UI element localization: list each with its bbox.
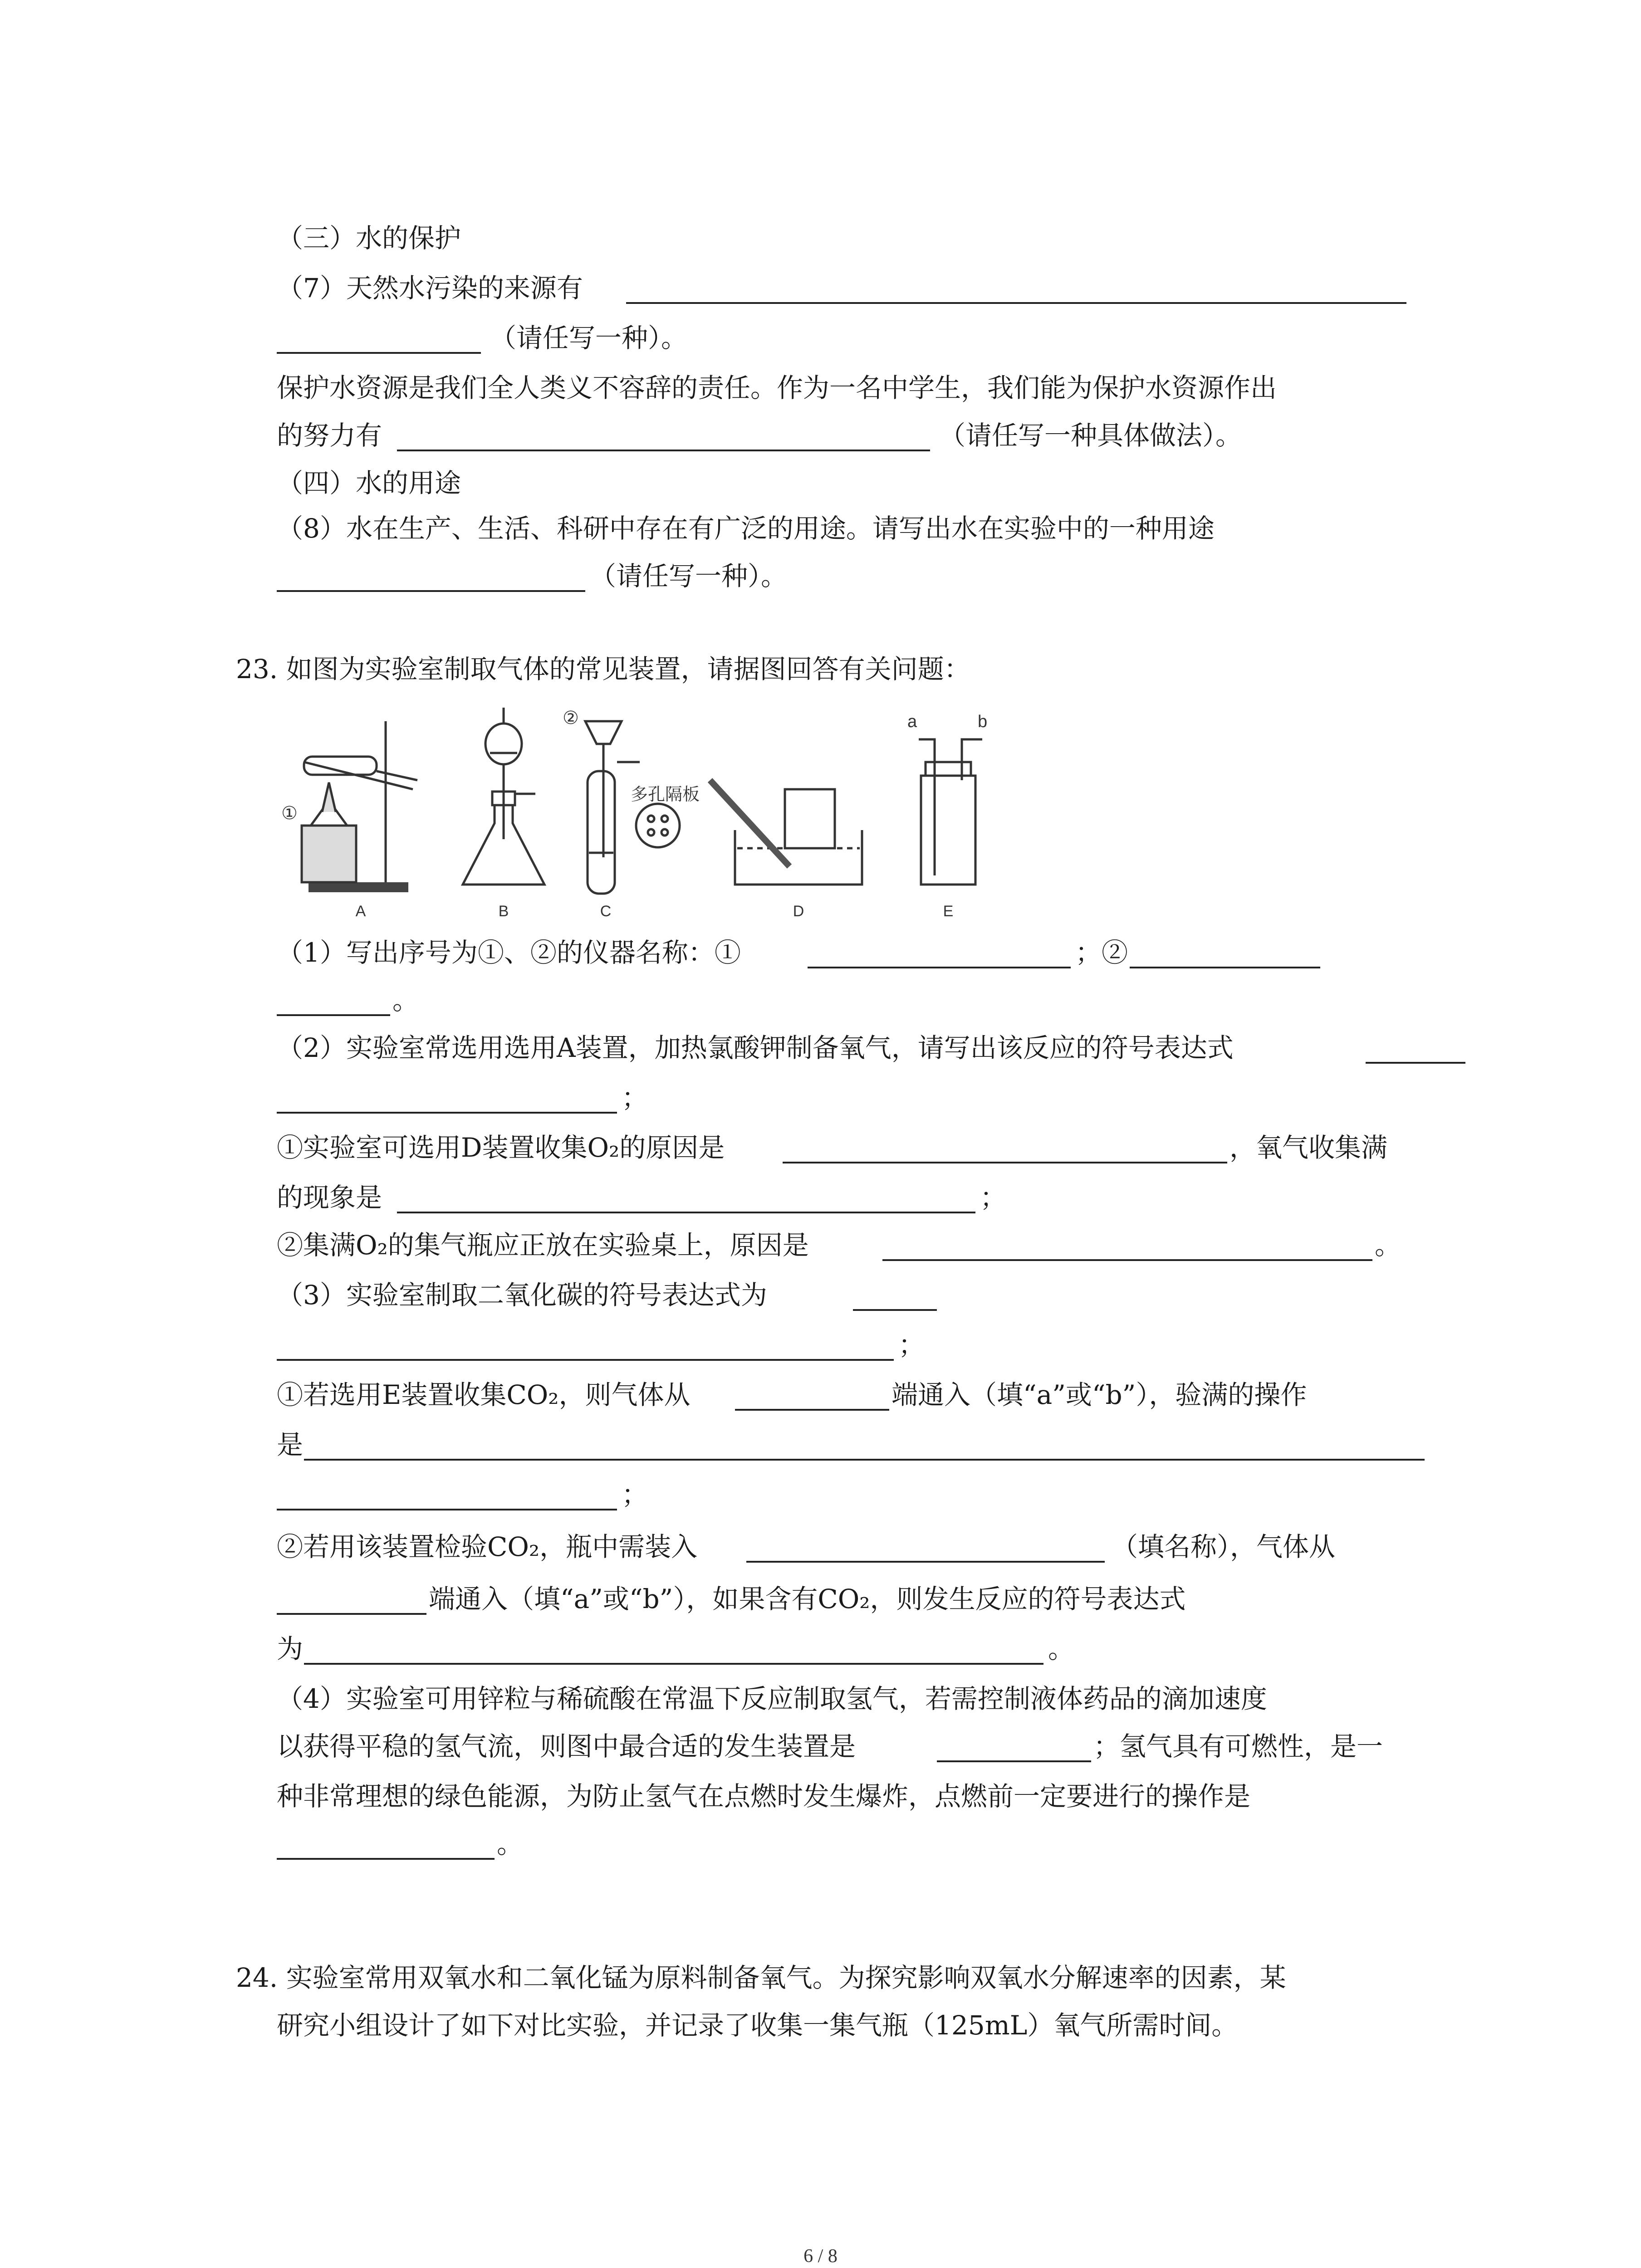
apparatus-label-e: E [943, 903, 954, 920]
answer-blank[interactable] [783, 1162, 1227, 1163]
q23-stem: 23. 如图为实验室制取气体的常见装置，请据图回答有关问题： [236, 654, 970, 684]
apparatus-drawing [268, 703, 1039, 930]
apparatus-label-a: A [355, 903, 366, 920]
port-b-label: b [978, 712, 988, 731]
answer-blank[interactable] [277, 1858, 495, 1860]
marker-2: ② [563, 708, 579, 728]
answer-blank[interactable] [304, 1459, 1425, 1461]
answer-blank[interactable] [808, 967, 1071, 968]
q23-part4-line2: 以获得平稳的氢气流，则图中最合适的发生装置是 ；氢气具有可燃性，是一 [277, 1731, 1383, 1762]
q23-part3-sub2-line3: 为 。 [277, 1633, 1075, 1664]
answer-blank[interactable] [277, 1509, 617, 1510]
apparatus-label-b: B [498, 903, 509, 920]
apparatus-b [463, 708, 544, 885]
answer-blank[interactable] [277, 1014, 390, 1016]
q23-part2: （2）实验室常选用选用A装置，加热氯酸钾制备氧气，请写出该反应的符号表达式 [0, 1023, 1641, 1073]
section-3-heading: （三）水的保护 [277, 223, 461, 254]
q23-part2-sub1: ①实验室可选用D装置收集O₂的原因是 ，氧气收集满 [277, 1132, 1388, 1163]
q8-line-2: （请任写一种）。 [0, 551, 1641, 601]
port-a-label: a [907, 712, 917, 731]
q23-part3-sub2-line2: 端通入（填“a”或“b”），如果含有CO₂，则发生反应的符号表达式 [0, 1574, 1641, 1624]
protection-paragraph: 保护水资源是我们全人类义不容辞的责任。作为一名中学生，我们能为保护水资源作出 [277, 372, 1277, 403]
q23-part1-line2: 。 [0, 975, 1641, 1025]
q23-part2-sub1-line2: 的现象是 ； [277, 1182, 1007, 1213]
apparatus-c [585, 721, 680, 894]
q23-part3-sub2: ②若用该装置检验CO₂，瓶中需装入 （填名称），气体从 [277, 1531, 1336, 1562]
answer-blank[interactable] [397, 1212, 975, 1213]
q23-part2-sub2: ②集满O₂的集气瓶应正放在实验桌上，原因是 。 [277, 1230, 1401, 1261]
answer-blank[interactable] [277, 352, 481, 354]
q23-part3-sub1-line3: ； [0, 1470, 1641, 1520]
q23-part3-line2: ； [0, 1320, 1641, 1370]
q24-line2: 研究小组设计了如下对比实验，并记录了收集一集气瓶（125mL）氧气所需时间。 [277, 2010, 1238, 2041]
q23-part3: （3）实验室制取二氧化碳的符号表达式为 [0, 1270, 1641, 1320]
answer-blank[interactable] [626, 302, 1406, 304]
apparatus-figure [268, 703, 1039, 930]
q7-line: （7）天然水污染的来源有 [0, 263, 1641, 313]
q23-part3-sub1: ①若选用E装置收集CO₂，则气体从 端通入（填“a”或“b”），验满的操作 [277, 1379, 1307, 1410]
answer-blank[interactable] [397, 450, 930, 451]
q23-part2-line2: ； [0, 1073, 1641, 1123]
answer-blank[interactable] [882, 1259, 1372, 1261]
apparatus-label-d: D [793, 903, 804, 920]
q23-part4-line4: 。 [0, 1819, 1641, 1869]
answer-blank[interactable] [277, 1112, 617, 1114]
apparatus-d [710, 780, 862, 885]
q7-line-2: （请任写一种）。 [0, 313, 1641, 363]
q23-part4: （4）实验室可用锌粒与稀硫酸在常温下反应制取氢气，若需控制液体药品的滴加速度 [277, 1683, 1267, 1714]
answer-blank[interactable] [735, 1409, 889, 1411]
porous-plate-label: 多孔隔板 [631, 785, 700, 804]
answer-blank[interactable] [1130, 967, 1320, 968]
page-number: 6 / 8 [803, 2246, 838, 2267]
answer-blank[interactable] [746, 1561, 1105, 1563]
q23-part4-line3: 种非常理想的绿色能源，为防止氢气在点燃时发生爆炸，点燃前一定要进行的操作是 [277, 1781, 1251, 1812]
q23-part1: （1）写出序号为①、②的仪器名称：① ；② [0, 928, 1641, 978]
answer-blank[interactable] [1366, 1062, 1465, 1064]
answer-blank[interactable] [277, 590, 585, 592]
apparatus-e [919, 739, 982, 885]
answer-blank[interactable] [304, 1663, 1043, 1665]
apparatus-a [302, 721, 417, 892]
q24-line1: 24. 实验室常用双氧水和二氧化锰为原料制备氧气。为探究影响双氧水分解速率的因素，某 [236, 1962, 1286, 1993]
apparatus-label-c: C [600, 903, 612, 920]
answer-blank[interactable] [853, 1309, 937, 1311]
answer-blank[interactable] [277, 1613, 426, 1615]
q8-line: （8）水在生产、生活、科研中存在有广泛的用途。请写出水在实验中的一种用途 [277, 513, 1215, 544]
answer-blank[interactable] [277, 1359, 894, 1361]
answer-blank[interactable] [937, 1760, 1091, 1762]
marker-1: ① [281, 803, 298, 823]
q23-part3-sub1-line2: 是 [0, 1420, 1641, 1470]
protection-effort-line: 的努力有 （请任写一种具体做法）。 [277, 420, 1242, 451]
section-4-heading: （四）水的用途 [277, 468, 461, 499]
